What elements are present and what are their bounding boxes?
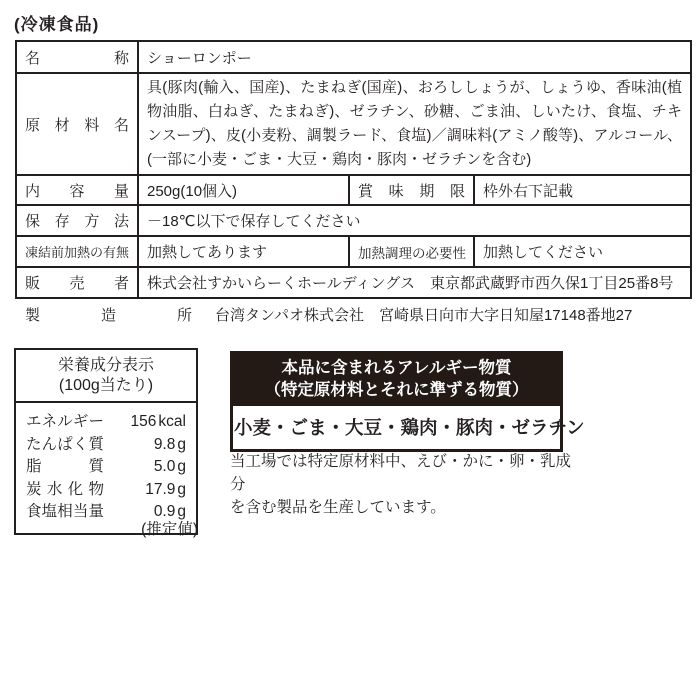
allergy-items: 小麦・ごま・大豆・鶏肉・豚肉・ゼラチン (234, 417, 585, 438)
maker-line (25, 304, 632, 325)
category-label: (冷凍食品) (14, 15, 100, 34)
cook-value: 加熱してください (474, 236, 691, 267)
row-preheat-cook (16, 236, 691, 267)
nutrition-row-fat: 脂 質 5.0 g (26, 458, 186, 475)
nutrition-subtitle: (100g当たり) (58, 377, 154, 394)
factory-note-line1: 当工場では特定原材料中、えび・かに・卵・乳成分 (230, 453, 572, 493)
maker-value: 台湾タンパオ株式会社 宮崎県日向市大字日知屋17148番地27 (215, 307, 633, 324)
storage-label: 保 存 方 法 (25, 213, 129, 230)
expiry-value: 枠外右下記載 (474, 175, 691, 205)
maker-label: 製 造 所 (25, 307, 192, 324)
net-label: 内 容 量 (25, 182, 129, 200)
allergy-header-line1: 本品に含まれるアレルギー物質 (281, 359, 512, 377)
allergy-box (230, 351, 585, 452)
nutrition-row-carb: 炭 水 化 物 17.9 g (26, 480, 186, 498)
estimate-note: (推定値) (141, 521, 198, 538)
nutrition-row-energy: エ ネ ル ギ ー 156 kcal (26, 413, 186, 430)
row-seller (16, 267, 691, 298)
spec-table (15, 40, 692, 299)
seller-label: 販 売 者 (25, 275, 129, 292)
nutrition-row-salt: 食 塩 相 当 量 0.9 g (26, 503, 186, 520)
storage-value: －18℃以下で保存してください (138, 205, 691, 236)
row-net-expiry (16, 175, 691, 205)
preheat-label: 凍結前加熱の有無 (16, 236, 138, 267)
nutrition-title: 栄養成分表示 (57, 357, 154, 374)
net-value: 250g(10個入) (138, 175, 349, 205)
ingredients-label: 原 材 料 名 (25, 116, 129, 134)
row-name (16, 41, 691, 73)
preheat-value: 加熱してあります (138, 236, 349, 267)
nutrition-facts-box (14, 348, 198, 535)
nutrition-row-protein: た ん ぱ く 質 9.8 g (26, 435, 186, 453)
name-value: ショーロンポー (138, 41, 691, 73)
expiry-label: 賞 味 期 限 (358, 182, 465, 200)
seller-value: 株式会社すかいらーくホールディングス 東京都武蔵野市西久保1丁目25番8号 (138, 267, 691, 298)
allergy-header-line2: （特定原材料とそれに準ずる物質） (264, 380, 529, 399)
cook-label: 加熱調理の必要性 (349, 236, 474, 267)
row-ingredients (16, 73, 691, 175)
factory-note-line2: を含む製品を生産しています。 (230, 499, 446, 516)
ingredients-value: 具(豚肉(輸入、国産)、たまねぎ(国産)、おろししょうが、しょうゆ、香味油(植物油脂、白ねぎ、たまねぎ)、ゼラチン、砂糖、ごま油、しいたけ、食塩、チキンスープ)、皮(小麦粉、調製ラード、食塩)／調味料(アミノ酸等)、アルコール、(一部に小麦・ごま・大豆・鶏肉・豚肉・ゼラチンを含む) (138, 73, 691, 175)
row-storage (16, 205, 691, 236)
name-label: 名 称 (25, 49, 129, 67)
factory-note (230, 450, 582, 519)
